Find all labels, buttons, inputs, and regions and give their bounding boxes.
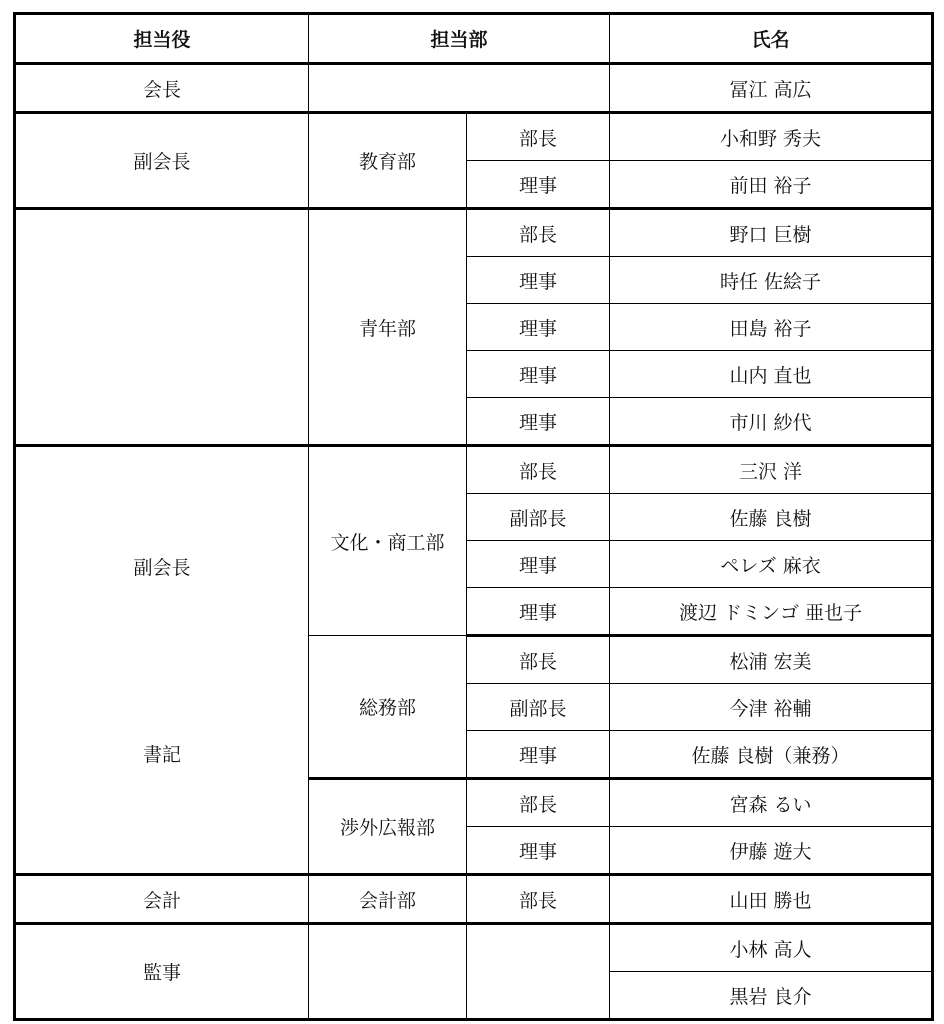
position-cell: 理事 xyxy=(467,398,610,446)
position-cell: 部長 xyxy=(467,446,610,494)
department-cell: 文化・商工部 xyxy=(309,446,467,636)
role-vice-president: 副会長 xyxy=(133,557,191,579)
name-cell: 田島 裕子 xyxy=(610,304,933,351)
header-role: 担当役 xyxy=(15,14,309,64)
position-cell: 部長 xyxy=(467,875,610,924)
name-cell: 冨江 高広 xyxy=(610,64,933,113)
position-cell: 部長 xyxy=(467,779,610,827)
role-cell xyxy=(15,209,309,446)
table-row xyxy=(15,64,933,113)
name-cell: 前田 裕子 xyxy=(610,161,933,209)
name-cell: 市川 紗代 xyxy=(610,398,933,446)
table-row xyxy=(15,924,933,972)
name-cell: 山田 勝也 xyxy=(610,875,933,924)
position-cell: 理事 xyxy=(467,304,610,351)
name-cell: ペレズ 麻衣 xyxy=(610,541,933,588)
position-cell: 副部長 xyxy=(467,684,610,731)
name-cell: 野口 巨樹 xyxy=(610,209,933,257)
position-cell: 部長 xyxy=(467,636,610,684)
department-cell: 青年部 xyxy=(309,209,467,446)
name-cell: 佐藤 良樹 xyxy=(610,494,933,541)
role-cell: 会長 xyxy=(15,64,309,113)
position-cell: 理事 xyxy=(467,257,610,304)
position-cell: 理事 xyxy=(467,161,610,209)
header-row xyxy=(15,14,933,64)
department-cell: 渉外広報部 xyxy=(309,779,467,875)
department-cell: 教育部 xyxy=(309,113,467,209)
department-cell xyxy=(309,924,467,1020)
name-cell: 黒岩 良介 xyxy=(610,972,933,1020)
position-cell xyxy=(467,924,610,1020)
position-cell: 理事 xyxy=(467,731,610,779)
position-cell: 理事 xyxy=(467,541,610,588)
name-cell: 今津 裕輔 xyxy=(610,684,933,731)
position-cell: 理事 xyxy=(467,588,610,636)
officer-roster-table xyxy=(13,12,934,1021)
role-cell xyxy=(15,446,309,875)
name-cell: 宮森 るい xyxy=(610,779,933,827)
table-row xyxy=(15,209,933,257)
name-cell: 三沢 洋 xyxy=(610,446,933,494)
role-cell: 副会長 xyxy=(15,113,309,209)
position-cell: 部長 xyxy=(467,209,610,257)
name-cell: 伊藤 遊大 xyxy=(610,827,933,875)
header-department: 担当部 xyxy=(309,14,610,64)
name-cell: 渡辺 ドミンゴ 亜也子 xyxy=(610,588,933,636)
role-spacer xyxy=(16,580,308,740)
name-cell: 小林 高人 xyxy=(610,924,933,972)
role-cell: 会計 xyxy=(15,875,309,924)
position-cell: 理事 xyxy=(467,827,610,875)
department-cell xyxy=(309,64,610,113)
role-cell: 監事 xyxy=(15,924,309,1020)
position-cell: 部長 xyxy=(467,113,610,161)
name-cell: 佐藤 良樹（兼務） xyxy=(610,731,933,779)
name-cell: 時任 佐絵子 xyxy=(610,257,933,304)
role-secretary: 書記 xyxy=(142,744,181,766)
name-cell: 松浦 宏美 xyxy=(610,636,933,684)
header-name: 氏名 xyxy=(610,14,933,64)
position-cell: 副部長 xyxy=(467,494,610,541)
department-cell: 会計部 xyxy=(309,875,467,924)
position-cell: 理事 xyxy=(467,351,610,398)
name-cell: 小和野 秀夫 xyxy=(610,113,933,161)
table-row xyxy=(15,446,933,494)
department-cell: 総務部 xyxy=(309,636,467,779)
name-cell: 山内 直也 xyxy=(610,351,933,398)
table-row xyxy=(15,113,933,161)
table-row xyxy=(15,875,933,924)
